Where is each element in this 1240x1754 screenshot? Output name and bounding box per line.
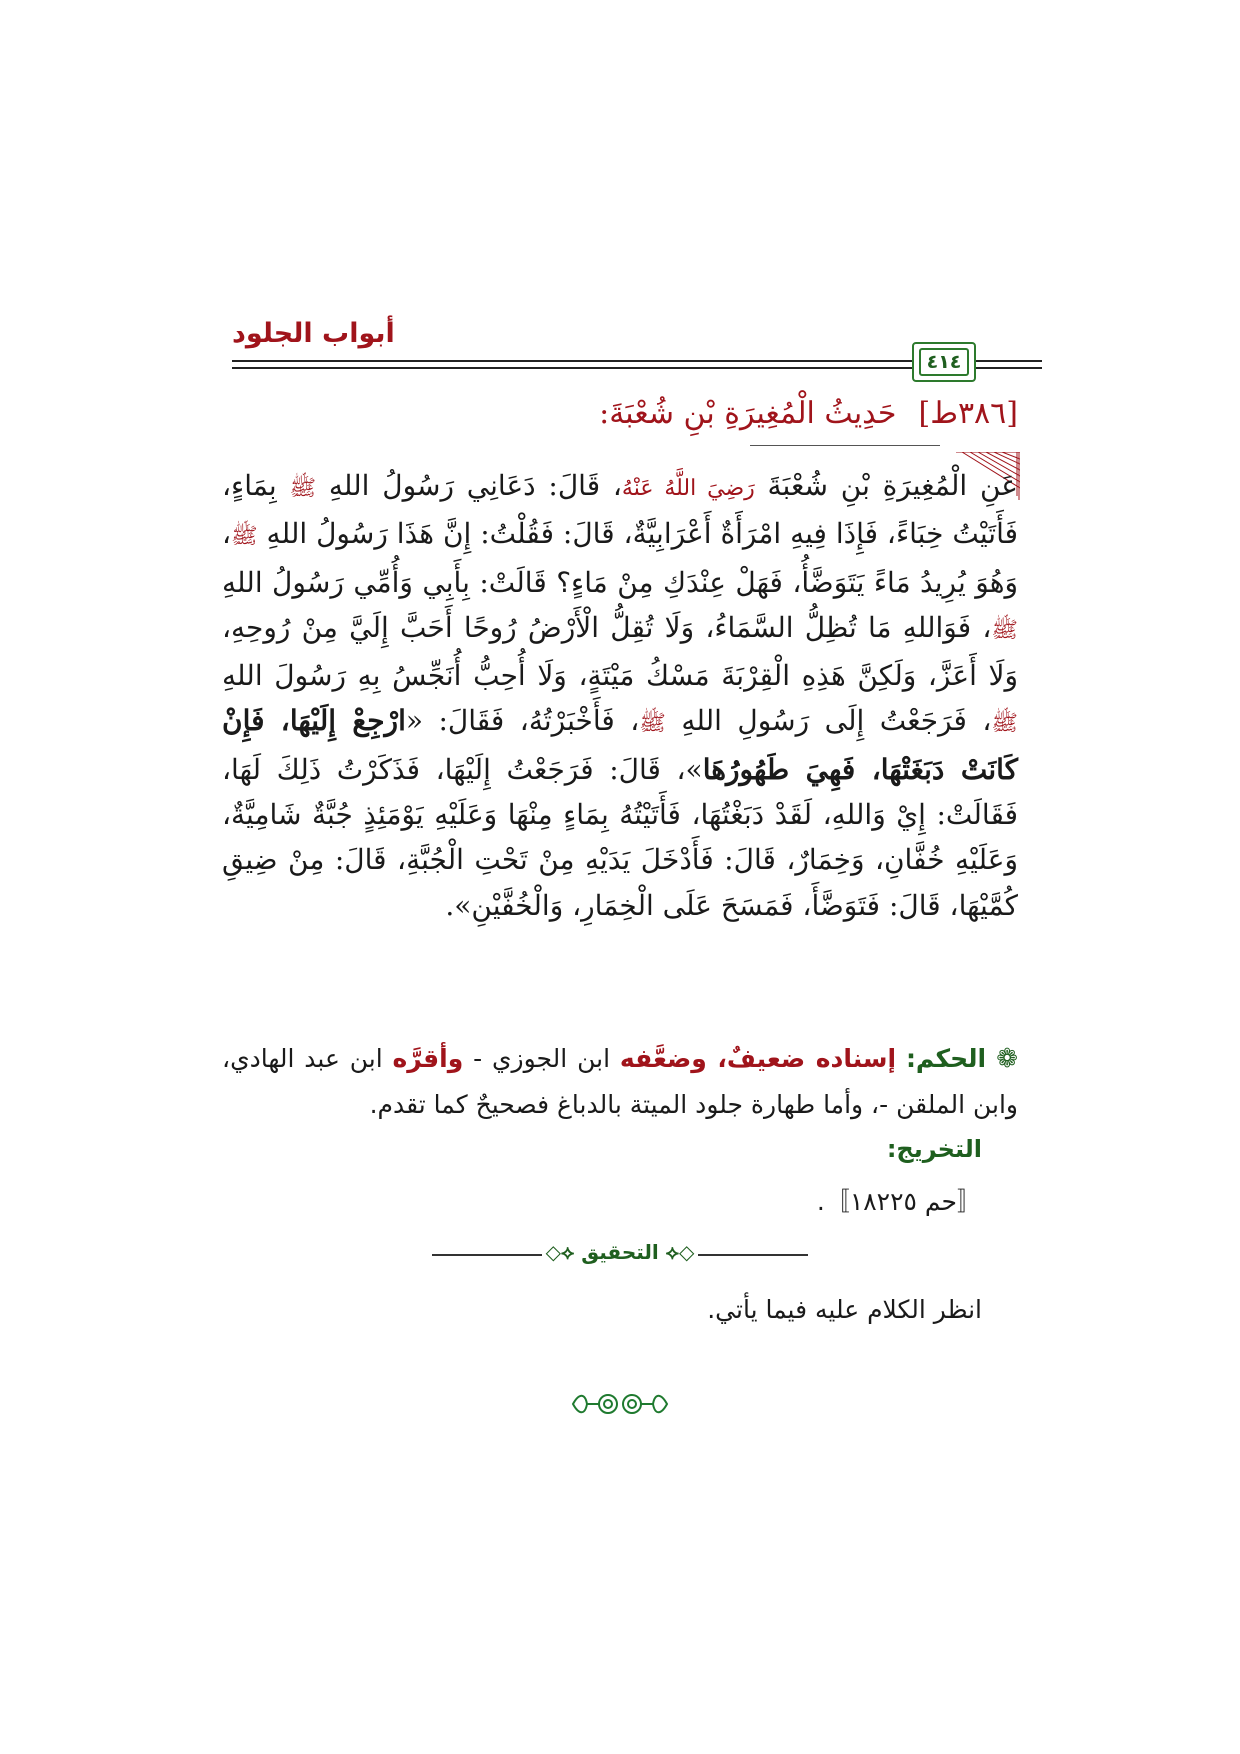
heading-underline	[750, 445, 940, 446]
ruling-text: ابن عبد الهادي، وابن الملقن -، وأما طهارة جلود الميتة بالدباغ فصحيحٌ كما تقدم.	[222, 1044, 1018, 1119]
prophet-quote: ارْجِعْ إِلَيْهَا، فَإِنْ كَانَتْ دَبَغَتْهَا، فَهِيَ طَهُورُهَا	[222, 704, 1018, 786]
chapter-title: أبواب الجلود	[232, 318, 395, 349]
salawat-symbol: ﷺ	[991, 711, 1018, 737]
hadith-text-part: ، وَهُوَ يُرِيدُ مَاءً يَتَوَضَّأُ، فَهَلْ عِنْدَكِ مِنْ مَاءٍ؟ قَالَتْ: بِأَبِي وَأُمِّي رَسُولُ اللهِ	[222, 517, 1018, 599]
end-ornament-icon	[565, 1387, 675, 1421]
salawat-symbol: ﷺ	[231, 524, 258, 550]
hadith-text-part: بِمَاءٍ، فَأَتَيْتُ خِبَاءً، فَإِذَا فِيهِ امْرَأَةٌ أَعْرَابِيَّةٌ، قَالَ: فَقُلْتُ: إِنَّ هَذَا رَسُولُ اللهِ	[222, 469, 1018, 551]
hadith-heading	[599, 396, 1018, 431]
header-rule	[982, 360, 1018, 362]
ruling-text: ابن الجوزي -	[463, 1044, 620, 1073]
section-divider	[432, 1240, 808, 1270]
hadith-text-part: عَنِ الْمُغِيرَةِ بْنِ شُعْبَةَ	[754, 469, 1019, 502]
salawat-symbol: ﷺ	[991, 617, 1018, 643]
hadith-title: حَدِيثُ الْمُغِيرَةِ بْنِ شُعْبَةَ:	[599, 396, 897, 431]
tahqiq-label-text: التحقيق	[581, 1240, 659, 1264]
ruling-grade: إسناده ضعيفٌ، وضعَّفه	[619, 1044, 897, 1073]
header-rule	[982, 367, 1018, 369]
hadith-text-part: ، فَوَاللهِ مَا تُظِلُّ السَّمَاءُ، وَلَا تُقِلُّ الْأَرْضُ رُوحًا أَحَبَّ إِلَيَّ مِنْ رُوحِهِ، وَلَا أَعَزَّ، وَلَكِنَّ هَذِهِ الْقِرْبَةَ مَسْكُ مَيْتَةٍ، وَلَا أُحِبُّ أُنَجِّسُ بِهِ رَسُولَ اللهِ	[222, 610, 1018, 693]
radiyallahu-symbol: رَضِيَ اللَّهُ عَنْهُ	[621, 476, 755, 501]
hadith-text	[222, 463, 1018, 928]
page-number: ٤١٤	[919, 348, 969, 376]
salawat-symbol: ﷺ	[639, 711, 666, 737]
hadith-text-part: »، قَالَ: فَرَجَعْتُ إِلَيْهَا، فَذَكَرْتُ ذَلِكَ لَهَا، فَقَالَتْ: إِيْ وَاللهِ، لَقَدْ دَبَغْتُهَا، فَأَتَيْتُهُ بِمَاءٍ مِنْهَا وَعَلَيْهِ يَوْمَئِذٍ جُبَّةٌ شَامِيَّةٌ، وَعَلَيْهِ خُفَّانِ، وَخِمَارٌ، قَالَ: فَأَدْخَلَ يَدَيْهِ مِنْ تَحْتِ الْجُبَّةِ، قَالَ: مِنْ ضِيقِ كُمَّيْهَا، قَالَ: فَتَوَضَّأَ، فَمَسَحَ عَلَى الْخِمَارِ، وَالْخُفَّيْنِ».	[222, 752, 1018, 922]
tahqiq-text: انظر الكلام عليه فيما يأتي.	[707, 1295, 982, 1324]
tahqiq-label: ◇⟡ التحقيق ⟡◇	[545, 1240, 695, 1264]
hadith-text-part: ، فَأَخْبَرْتُهُ، فَقَالَ: «	[405, 704, 640, 738]
hadith-text-part: ، فَرَجَعْتُ إِلَى رَسُولِ اللهِ	[665, 704, 992, 738]
ruling-approved: وأقرَّه	[392, 1044, 464, 1073]
hadith-text-part: ، قَالَ: دَعَانِي رَسُولُ اللهِ	[316, 469, 622, 502]
flower-bullet-icon: ❁	[986, 1044, 1019, 1074]
ruling-label: الحكم:	[905, 1044, 987, 1073]
page-number-frame	[912, 342, 976, 382]
hadith-number: [٣٨٦ط]	[918, 396, 1018, 431]
ruling-paragraph	[222, 1036, 1018, 1127]
takhrij-label: التخريج:	[886, 1135, 982, 1163]
takhrij-reference: 〚حم ١٨٢٢٥〛.	[816, 1187, 982, 1216]
salawat-symbol: ﷺ	[289, 476, 317, 501]
